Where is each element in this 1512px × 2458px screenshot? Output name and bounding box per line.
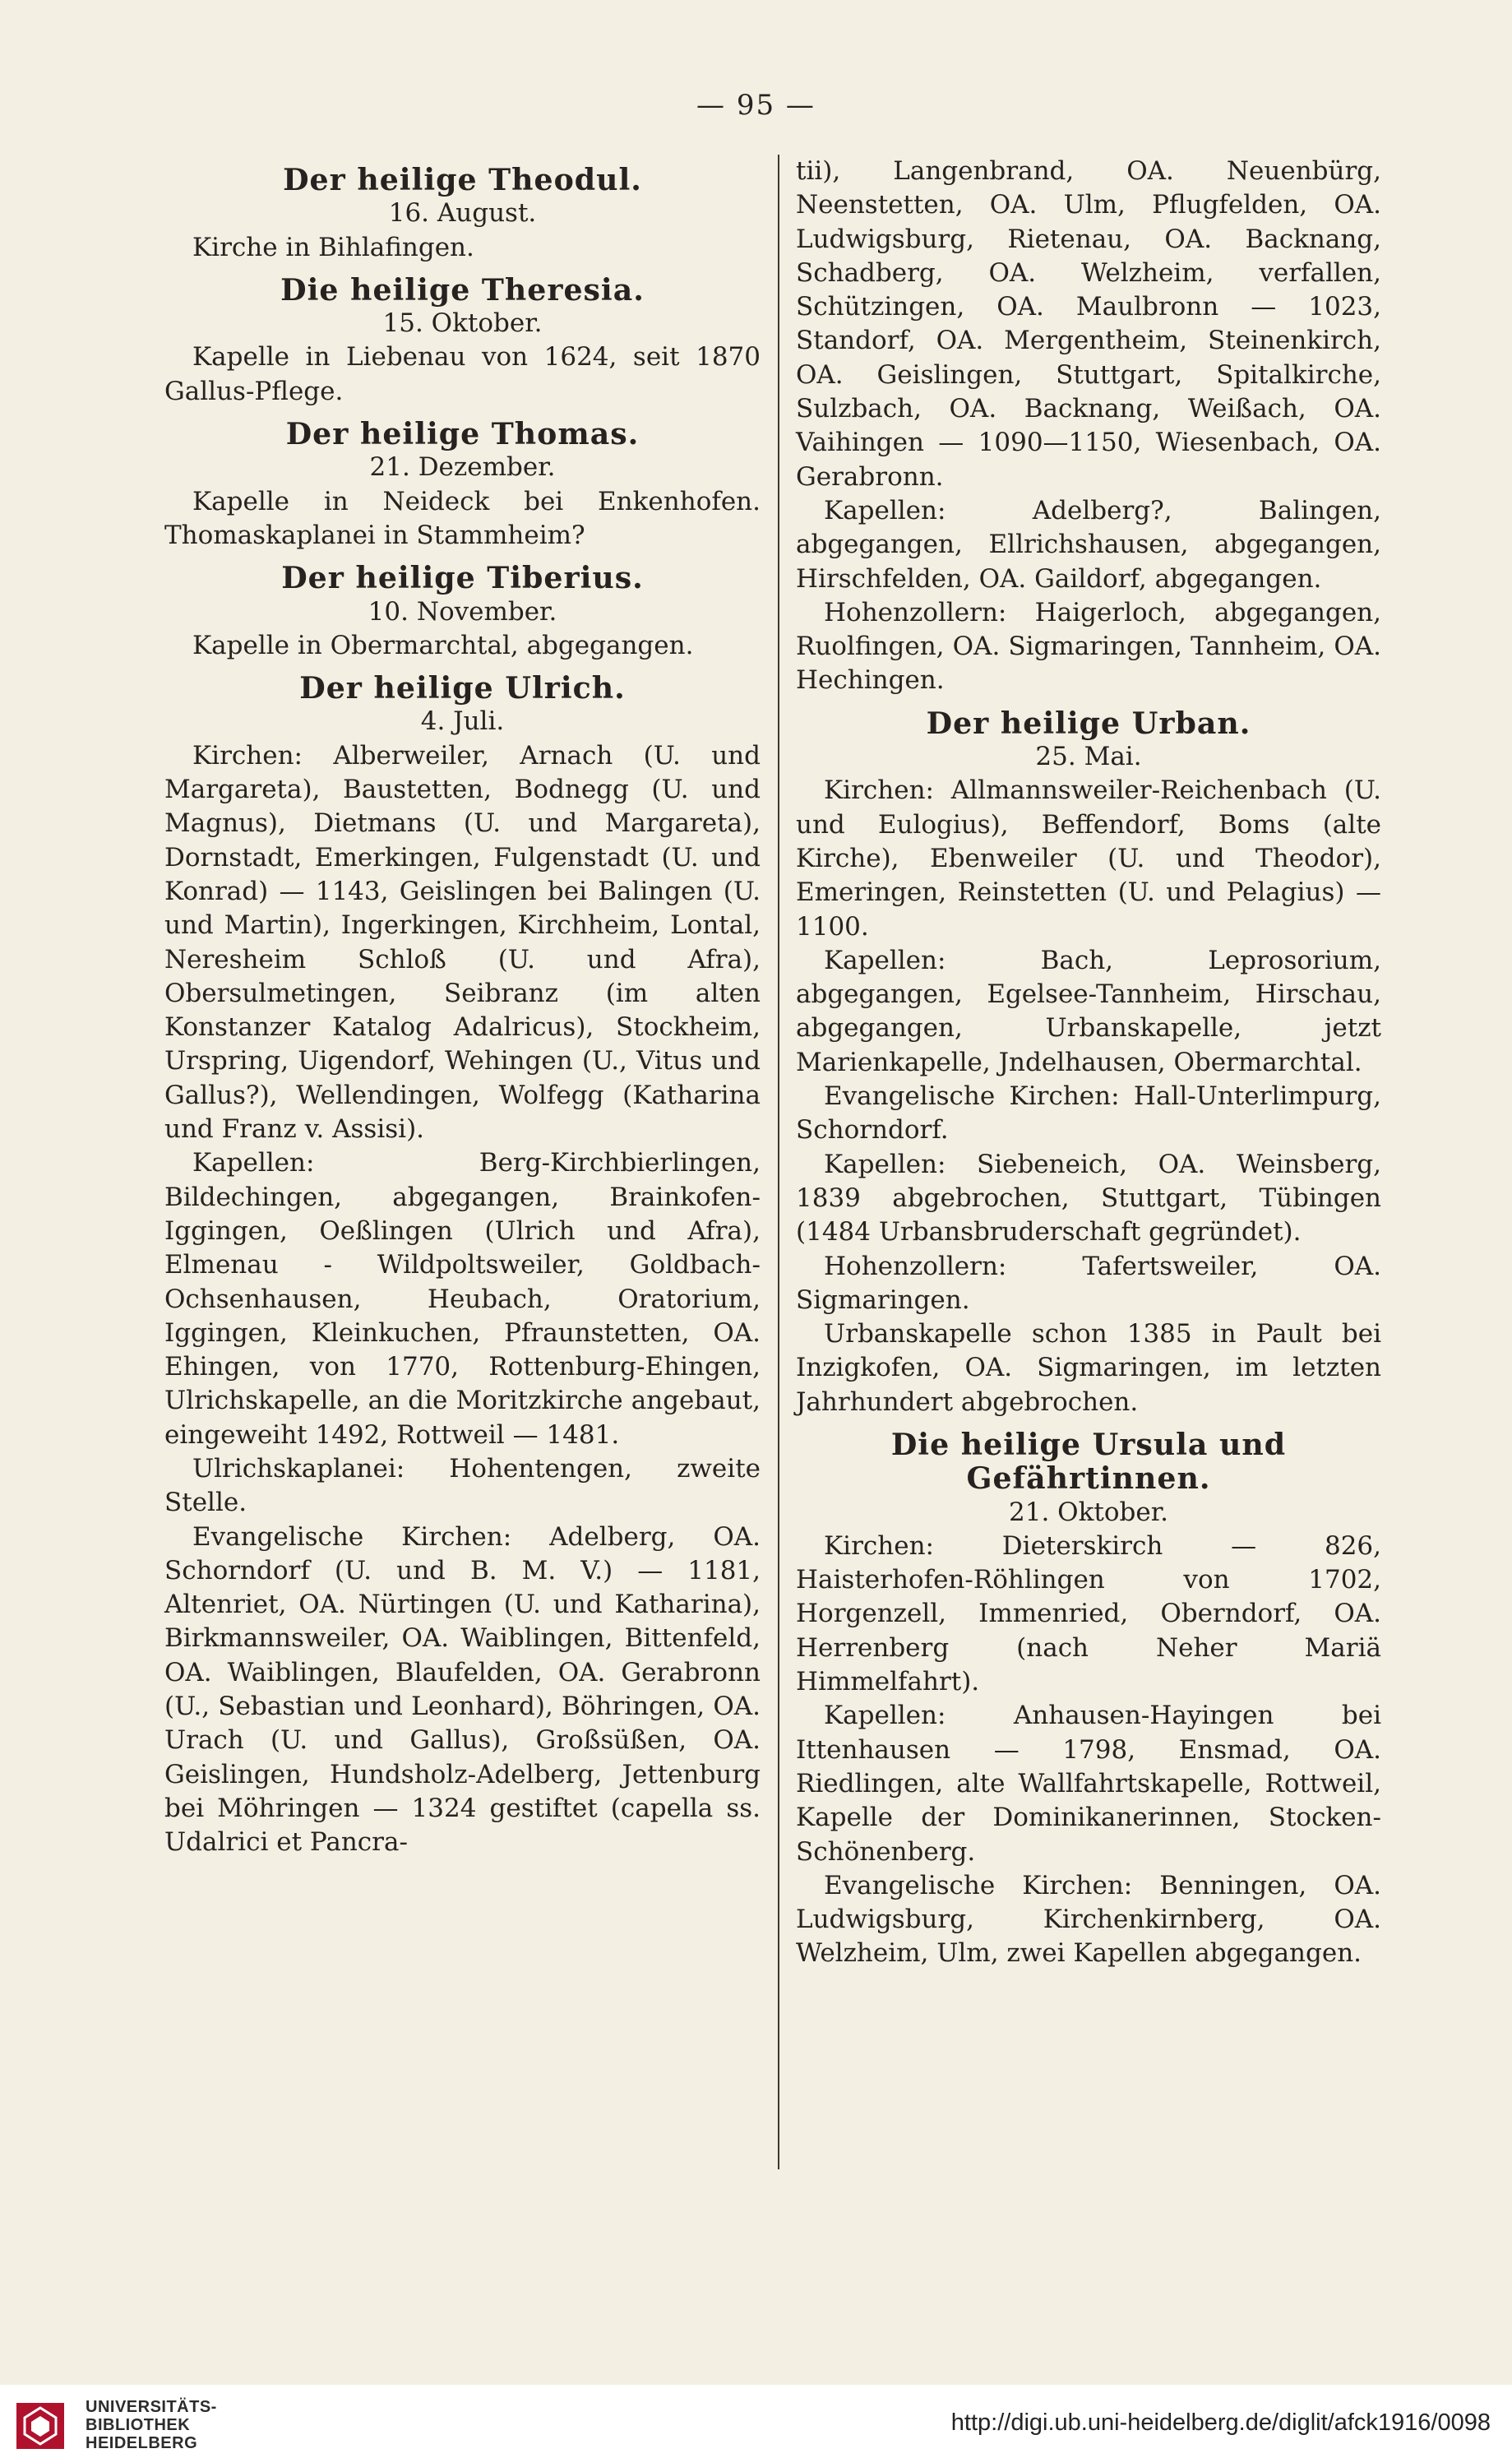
paragraph: Kirchen: Alberweiler, Arnach (U. und Margareta), Baustetten, Bodnegg (U. und Magnus), Dietmans (U. und Margareta), Dornstadt, Emerkingen, Fulgenstadt (U. und Konrad) — 1143, Geislingen bei Balingen (U. und Martin), Ingerkingen, Kirchheim, Lontal, Neresheim Schloß (U. und Afra), Obersulmetingen, Seibranz (im alten Konstanzer Katalog Adalricus), Stockheim, Urspring, Uigendorf, Wehingen (U., Vitus und Gallus?), Wellendingen, Wolfegg (Katharina und Franz v. Assisi). bbox=[164, 740, 761, 1145]
paragraph: Ulrichskaplanei: Hohentengen, zweite Stelle. bbox=[164, 1453, 761, 1518]
paragraph: Kapellen: Berg-Kirchbierlingen, Bildechingen, abgegangen, Brainkofen-Iggingen, Oeßlingen (Ulrich und Afra), Elmenau - Wildpoltsweiler, Goldbach-Ochsenhausen, Heubach, Oratorium, Iggingen, Kleinkuchen, Pfraunstetten, OA. Ehingen, von 1770, Rottenburg-Ehingen, Ulrichskapelle, an die Moritzkirche angebaut, eingeweiht 1492, Rottweil — 1481. bbox=[164, 1148, 761, 1450]
heidelberg-seal-icon bbox=[15, 2401, 66, 2451]
page-number: — 95 — bbox=[696, 89, 816, 122]
paragraph: Kapellen: Adelberg?, Balingen, abgegangen, Ellrichshausen, abgegangen, Hirschfelden, OA. Gaildorf, abgegangen. bbox=[796, 495, 1381, 594]
paragraph: Evangelische Kirchen: Hall-Unterlimpurg, Schorndorf. bbox=[796, 1081, 1381, 1146]
section-heading: Der heilige Theodul. bbox=[283, 162, 642, 197]
paragraph: Kirche in Bihlafingen. bbox=[192, 232, 474, 262]
paragraph: Kapelle in Liebenau von 1624, seit 1870 Gallus-Pflege. bbox=[164, 342, 761, 406]
section-heading: Der heilige Ulrich. bbox=[299, 670, 626, 706]
library-name bbox=[86, 2398, 217, 2452]
paragraph: Kapelle in Obermarchtal, abgegangen. bbox=[192, 630, 694, 660]
feast-date: 21. Oktober. bbox=[1009, 1497, 1168, 1527]
section-heading: Die heilige Ursula und Gefährtinnen. bbox=[890, 1426, 1287, 1497]
paragraph: Kapellen: Bach, Leprosorium, abgegangen, Egelsee-Tannheim, Hirschau, abgegangen, Urbanskapelle, jetzt Marienkapelle, Jndelhausen, Obermarchtal. bbox=[796, 945, 1381, 1077]
feast-date: 16. August. bbox=[388, 198, 537, 229]
section-heading: Der heilige Tiberius. bbox=[281, 560, 644, 596]
library-footer bbox=[0, 2385, 1512, 2458]
section-heading: Die heilige Theresia. bbox=[280, 271, 645, 308]
feast-date: 10. November. bbox=[368, 596, 557, 627]
library-name-line: UNIVERSITÄTS- bbox=[86, 2398, 217, 2416]
right-column bbox=[796, 155, 1381, 1971]
section-heading: Der heilige Thomas. bbox=[285, 416, 640, 452]
paragraph: Kapellen: Siebeneich, OA. Weinsberg, 1839 abgebrochen, Stuttgart, Tübingen (1484 Urbansbruderschaft gegründet). bbox=[796, 1149, 1381, 1248]
left-column bbox=[164, 155, 761, 1860]
library-name-line: HEIDELBERG bbox=[86, 2434, 198, 2452]
feast-date: 21. Dezember. bbox=[369, 452, 556, 483]
source-url[interactable]: http://digi.ub.uni-heidelberg.de/diglit/afck1916/0098 bbox=[950, 2409, 1491, 2436]
library-name-line: BIBLIOTHEK bbox=[86, 2416, 191, 2434]
paragraph: Kirchen: Dieterskirch — 826, Haisterhofen-Röhlingen von 1702, Horgenzell, Immenried, Oberndorf, OA. Herrenberg (nach Neher Mariä Himmelfahrt). bbox=[796, 1530, 1381, 1697]
paragraph: Hohenzollern: Tafertsweiler, OA. Sigmaringen. bbox=[796, 1251, 1381, 1315]
paragraph: Urbanskapelle schon 1385 in Pault bei Inzigkofen, OA. Sigmaringen, im letzten Jahrhundert abgebrochen. bbox=[796, 1319, 1381, 1417]
paragraph: Evangelische Kirchen: Adelberg, OA. Schorndorf (U. und B. M. V.) — 1181, Altenriet, OA. Nürtingen (U. und Katharina), Birkmannsweiler, OA. Waiblingen, Bittenfeld, OA. Waiblingen, Blaufelden, OA. Gerabronn (U., Sebastian und Leonhard), Böhringen, OA. Urach (U. und Gallus), Großsüßen, OA. Geislingen, Hundsholz-Adelberg, Jettenburg bei Möhringen — 1324 gestiftet (capella ss. Udalrici et Pancra- bbox=[164, 1521, 761, 1858]
feast-date: 15. Oktober. bbox=[382, 308, 543, 339]
paragraph: Hohenzollern: Haigerloch, abgegangen, Ruolfingen, OA. Sigmaringen, Tannheim, OA. Hechingen. bbox=[796, 597, 1381, 696]
paragraph: Kapellen: Anhausen-Hayingen bei Ittenhausen — 1798, Ensmad, OA. Riedlingen, alte Wallfahrtskapelle, Rottweil, Kapelle der Dominikanerinnen, Stocken-Schönenberg. bbox=[796, 1701, 1381, 1867]
paragraph: Kapelle in Neideck bei Enkenhofen. Thomaskaplanei in Stammheim? bbox=[164, 486, 761, 550]
feast-date: 4. Juli. bbox=[420, 706, 505, 737]
feast-date: 25. Mai. bbox=[1035, 742, 1142, 772]
paragraph: Evangelische Kirchen: Benningen, OA. Ludwigsburg, Kirchenkirnberg, OA. Welzheim, Ulm, zwei Kapellen abgegangen. bbox=[796, 1870, 1381, 1969]
section-heading: Der heilige Urban. bbox=[926, 705, 1251, 741]
paragraph: Kirchen: Allmannsweiler-Reichenbach (U. und Eulogius), Beffendorf, Boms (alte Kirche), Ebenweiler (U. und Theodor), Emeringen, Reinstetten (U. und Pelagius) — 1100. bbox=[796, 775, 1381, 942]
paragraph: tii), Langenbrand, OA. Neuenbürg, Neenstetten, OA. Ulm, Pflugfelden, OA. Ludwigsburg, Rietenau, OA. Backnang, Schadberg, OA. Welzheim, verfallen, Schützingen, OA. Maulbronn — 1023, Standorf, OA. Mergentheim, Steinenkirch, OA. Geislingen, Stuttgart, Spitalkirche, Sulzbach, OA. Backnang, Weißach, OA. Vaihingen — 1090—1150, Wiesenbach, OA. Gerabronn. bbox=[796, 156, 1381, 492]
column-divider bbox=[778, 155, 779, 2169]
